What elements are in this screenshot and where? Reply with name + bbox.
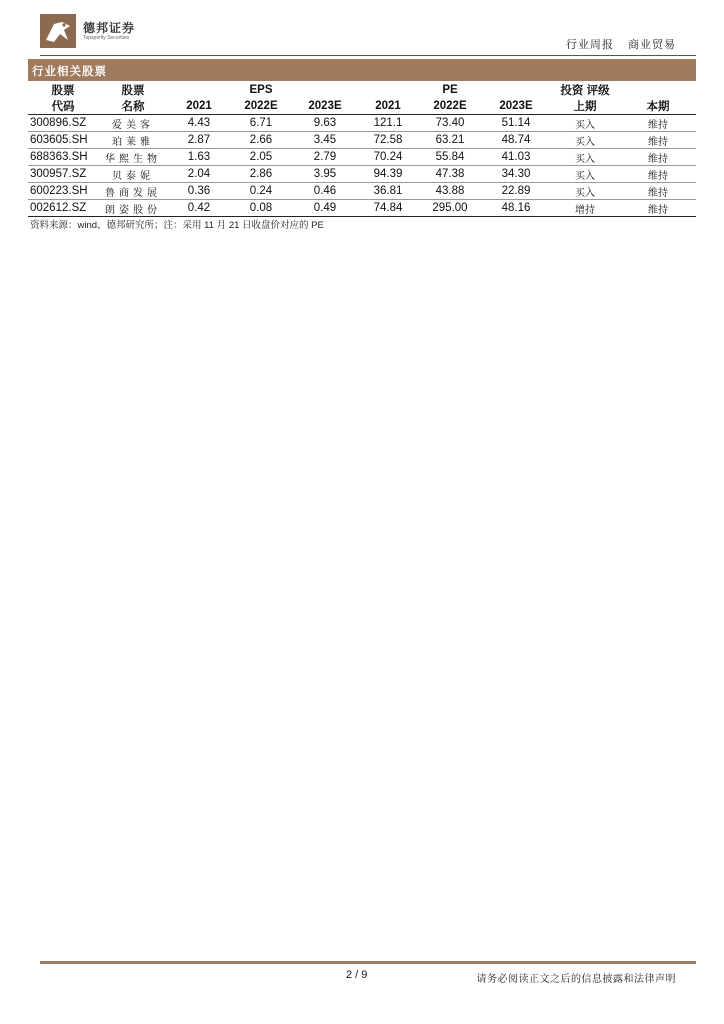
table-row bbox=[28, 183, 696, 200]
stock-code: 688363.SH bbox=[28, 149, 98, 166]
report-type: 行业周报 bbox=[565, 39, 614, 51]
pe-2023e: 41.03 bbox=[482, 149, 550, 166]
table-row bbox=[28, 166, 696, 183]
pe-2022e: 295.00 bbox=[418, 200, 482, 217]
pe-2023e: 48.16 bbox=[482, 200, 550, 217]
header-cell: 2022E bbox=[230, 98, 292, 115]
rating-current: 维持 bbox=[620, 149, 696, 166]
rating-previous: 买入 bbox=[550, 132, 620, 149]
stock-name: 华熙生物 bbox=[98, 149, 168, 166]
eps-2021: 4.43 bbox=[168, 115, 230, 132]
report-header-labels bbox=[566, 36, 676, 52]
pe-2022e: 63.21 bbox=[418, 132, 482, 149]
pe-2021: 121.1 bbox=[358, 115, 418, 132]
table-header-row-1 bbox=[28, 82, 696, 98]
pe-2022e: 43.88 bbox=[418, 183, 482, 200]
eps-2021: 0.42 bbox=[168, 200, 230, 217]
header-cell bbox=[620, 82, 696, 98]
table-row bbox=[28, 132, 696, 149]
eps-2022e: 2.86 bbox=[230, 166, 292, 183]
header-cell bbox=[168, 82, 230, 98]
footer-disclaimer: 请务必阅读正文之后的信息披露和法律声明 bbox=[476, 974, 676, 985]
rating-previous: 买入 bbox=[550, 149, 620, 166]
header-cell: PE bbox=[442, 84, 458, 96]
eps-2022e: 0.24 bbox=[230, 183, 292, 200]
eps-2022e: 2.66 bbox=[230, 132, 292, 149]
eps-2021: 1.63 bbox=[168, 149, 230, 166]
rating-previous: 买入 bbox=[550, 166, 620, 183]
rating-current: 维持 bbox=[620, 132, 696, 149]
eps-2023e: 0.49 bbox=[292, 200, 358, 217]
rating-previous: 买入 bbox=[550, 183, 620, 200]
stock-name: 鲁商发展 bbox=[98, 183, 168, 200]
header-cell: EPS bbox=[249, 84, 273, 96]
table-row bbox=[28, 200, 696, 217]
logo-icon bbox=[40, 14, 76, 48]
eps-2023e: 3.45 bbox=[292, 132, 358, 149]
header-cell: 2023E bbox=[482, 98, 550, 115]
pe-2023e: 51.14 bbox=[482, 115, 550, 132]
logo-text-en: Topsperity Securities bbox=[83, 35, 130, 41]
related-stocks-table bbox=[28, 82, 696, 217]
stock-name: 爱美客 bbox=[98, 115, 168, 132]
header-cell: 本期 bbox=[620, 98, 696, 115]
rating-current: 维持 bbox=[620, 200, 696, 217]
stock-code: 300896.SZ bbox=[28, 115, 98, 132]
eps-2021: 2.87 bbox=[168, 132, 230, 149]
header-cell bbox=[482, 82, 550, 98]
header-cell: 上期 bbox=[550, 98, 620, 115]
table-row bbox=[28, 149, 696, 166]
eps-2023e: 9.63 bbox=[292, 115, 358, 132]
stock-code: 300957.SZ bbox=[28, 166, 98, 183]
pe-2023e: 34.30 bbox=[482, 166, 550, 183]
table-body bbox=[28, 115, 696, 217]
eps-2023e: 0.46 bbox=[292, 183, 358, 200]
company-logo bbox=[40, 14, 150, 50]
page-number: 2 / 9 bbox=[346, 969, 368, 981]
pe-2021: 36.81 bbox=[358, 183, 418, 200]
pe-2023e: 48.74 bbox=[482, 132, 550, 149]
pe-2021: 74.84 bbox=[358, 200, 418, 217]
header-cell: 名称 bbox=[98, 98, 168, 115]
logo-text-cn: 德邦证券 bbox=[83, 21, 136, 35]
pe-2022e: 47.38 bbox=[418, 166, 482, 183]
header-cell: 2021 bbox=[168, 98, 230, 115]
eps-2022e: 6.71 bbox=[230, 115, 292, 132]
eps-2023e: 3.95 bbox=[292, 166, 358, 183]
pe-2021: 70.24 bbox=[358, 149, 418, 166]
eps-2021: 2.04 bbox=[168, 166, 230, 183]
pe-2021: 72.58 bbox=[358, 132, 418, 149]
header-cell: 投资 评级 bbox=[560, 85, 610, 97]
header-cell: 2022E bbox=[418, 98, 482, 115]
header-divider bbox=[40, 55, 696, 56]
table-header bbox=[28, 82, 696, 115]
header-cell: 2023E bbox=[292, 98, 358, 115]
stock-name: 珀莱雅 bbox=[98, 132, 168, 149]
pe-2022e: 73.40 bbox=[418, 115, 482, 132]
eps-2023e: 2.79 bbox=[292, 149, 358, 166]
eps-2022e: 0.08 bbox=[230, 200, 292, 217]
rating-current: 维持 bbox=[620, 115, 696, 132]
footer-divider bbox=[40, 961, 696, 964]
header-cell bbox=[358, 82, 418, 98]
header-cell: 代码 bbox=[28, 98, 98, 115]
stock-name: 朗姿股份 bbox=[98, 200, 168, 217]
stock-code: 002612.SZ bbox=[28, 200, 98, 217]
stock-name: 贝泰妮 bbox=[98, 166, 168, 183]
table-row bbox=[28, 115, 696, 132]
rating-previous: 买入 bbox=[550, 115, 620, 132]
eps-2022e: 2.05 bbox=[230, 149, 292, 166]
header-cell: 2021 bbox=[358, 98, 418, 115]
table-header-row-2 bbox=[28, 98, 696, 115]
industry-name: 商业贸易 bbox=[628, 39, 676, 51]
header-cell bbox=[292, 82, 358, 98]
pe-2021: 94.39 bbox=[358, 166, 418, 183]
rating-previous: 增持 bbox=[550, 200, 620, 217]
header-cell: 股票 bbox=[121, 85, 145, 97]
source-note: 资料来源：wind、德邦研究所；注：采用 11 月 21 日收盘价对应的 PE bbox=[30, 220, 324, 231]
section-title: 行业相关股票 bbox=[32, 66, 107, 78]
stock-code: 603605.SH bbox=[28, 132, 98, 149]
eps-2021: 0.36 bbox=[168, 183, 230, 200]
section-header-bar bbox=[28, 59, 696, 81]
stock-code: 600223.SH bbox=[28, 183, 98, 200]
pe-2023e: 22.89 bbox=[482, 183, 550, 200]
pe-2022e: 55.84 bbox=[418, 149, 482, 166]
header-cell: 股票 bbox=[51, 85, 75, 97]
rating-current: 维持 bbox=[620, 183, 696, 200]
rating-current: 维持 bbox=[620, 166, 696, 183]
